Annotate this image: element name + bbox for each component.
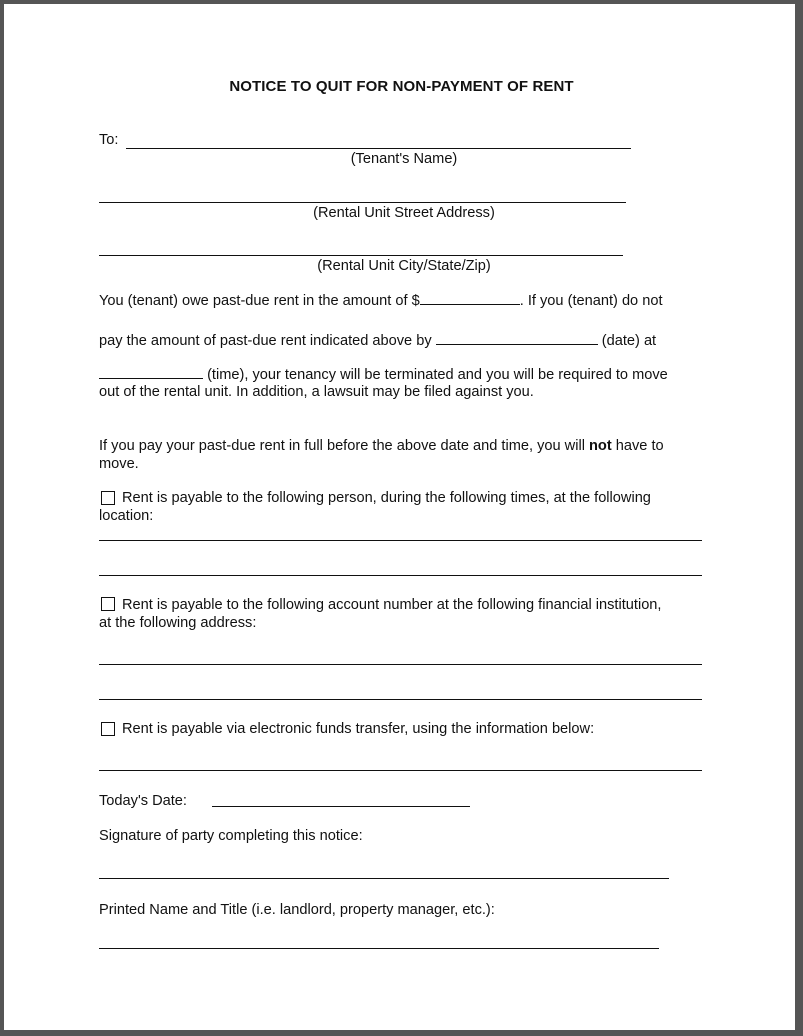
due-time-line: [99, 365, 668, 384]
payable-to-account-label-2: at the following address:: [99, 615, 257, 631]
tenancy-terminated-text: (time), your tenancy will be terminated and you will be required to move: [207, 367, 668, 383]
tenant-name-field[interactable]: [126, 148, 631, 149]
person-info-field-1[interactable]: [99, 540, 702, 541]
payable-via-eft-label: Rent is payable via electronic funds transfer, using the information below:: [122, 721, 595, 737]
payable-to-person-label-2: location:: [99, 508, 154, 524]
todays-date-field[interactable]: [212, 806, 470, 807]
rent-amount-field[interactable]: [420, 291, 520, 305]
payable-to-account-label: Rent is payable to the following account number at the following financial institution,: [122, 597, 662, 613]
due-date-text: pay the amount of past-due rent indicated above by: [99, 333, 432, 349]
emphasis-not: not: [589, 438, 612, 454]
pay-in-full-text: If you pay your past-due rent in full before the above date and time, you will: [99, 438, 589, 454]
signature-label: Signature of party completing this notice:: [99, 828, 363, 844]
printed-name-field[interactable]: [99, 948, 659, 949]
rent-amount-text-end: . If you (tenant) do not: [519, 293, 663, 309]
lawsuit-warning-text: out of the rental unit. In addition, a lawsuit may be filed against you.: [99, 384, 534, 400]
due-date-field[interactable]: [436, 331, 598, 345]
to-label: To:: [99, 132, 119, 148]
due-time-field[interactable]: [99, 365, 203, 379]
tenant-name-caption: (Tenant's Name): [350, 151, 458, 167]
pay-in-full-line: [99, 437, 664, 455]
person-info-field-2[interactable]: [99, 575, 702, 576]
city-state-zip-field[interactable]: [99, 255, 623, 256]
due-date-suffix: (date) at: [601, 333, 657, 349]
account-info-field-1[interactable]: [99, 664, 702, 665]
account-info-field-2[interactable]: [99, 699, 702, 700]
todays-date-label: Today's Date:: [99, 793, 187, 809]
rent-amount-text: You (tenant) owe past-due rent in the amount of $: [99, 293, 420, 309]
due-date-line: [99, 331, 656, 350]
eft-info-field[interactable]: [99, 770, 702, 771]
city-state-zip-caption: (Rental Unit City/State/Zip): [317, 258, 491, 274]
street-address-field[interactable]: [99, 202, 626, 203]
document-title: NOTICE TO QUIT FOR NON-PAYMENT OF RENT: [229, 78, 574, 95]
street-address-caption: (Rental Unit Street Address): [313, 205, 495, 221]
payable-to-person-label: Rent is payable to the following person, during the following times, at the following: [122, 490, 651, 506]
payable-to-account-checkbox[interactable]: [101, 597, 115, 611]
payable-to-person-checkbox[interactable]: [101, 491, 115, 505]
printed-name-label: Printed Name and Title (i.e. landlord, property manager, etc.):: [99, 902, 495, 918]
signature-field[interactable]: [99, 878, 669, 879]
pay-in-full-text-end: have to: [611, 438, 664, 454]
rent-amount-line: [99, 291, 663, 310]
document-page: [4, 4, 795, 1030]
pay-in-full-line-2: move.: [99, 456, 139, 472]
payable-via-eft-checkbox[interactable]: [101, 722, 115, 736]
